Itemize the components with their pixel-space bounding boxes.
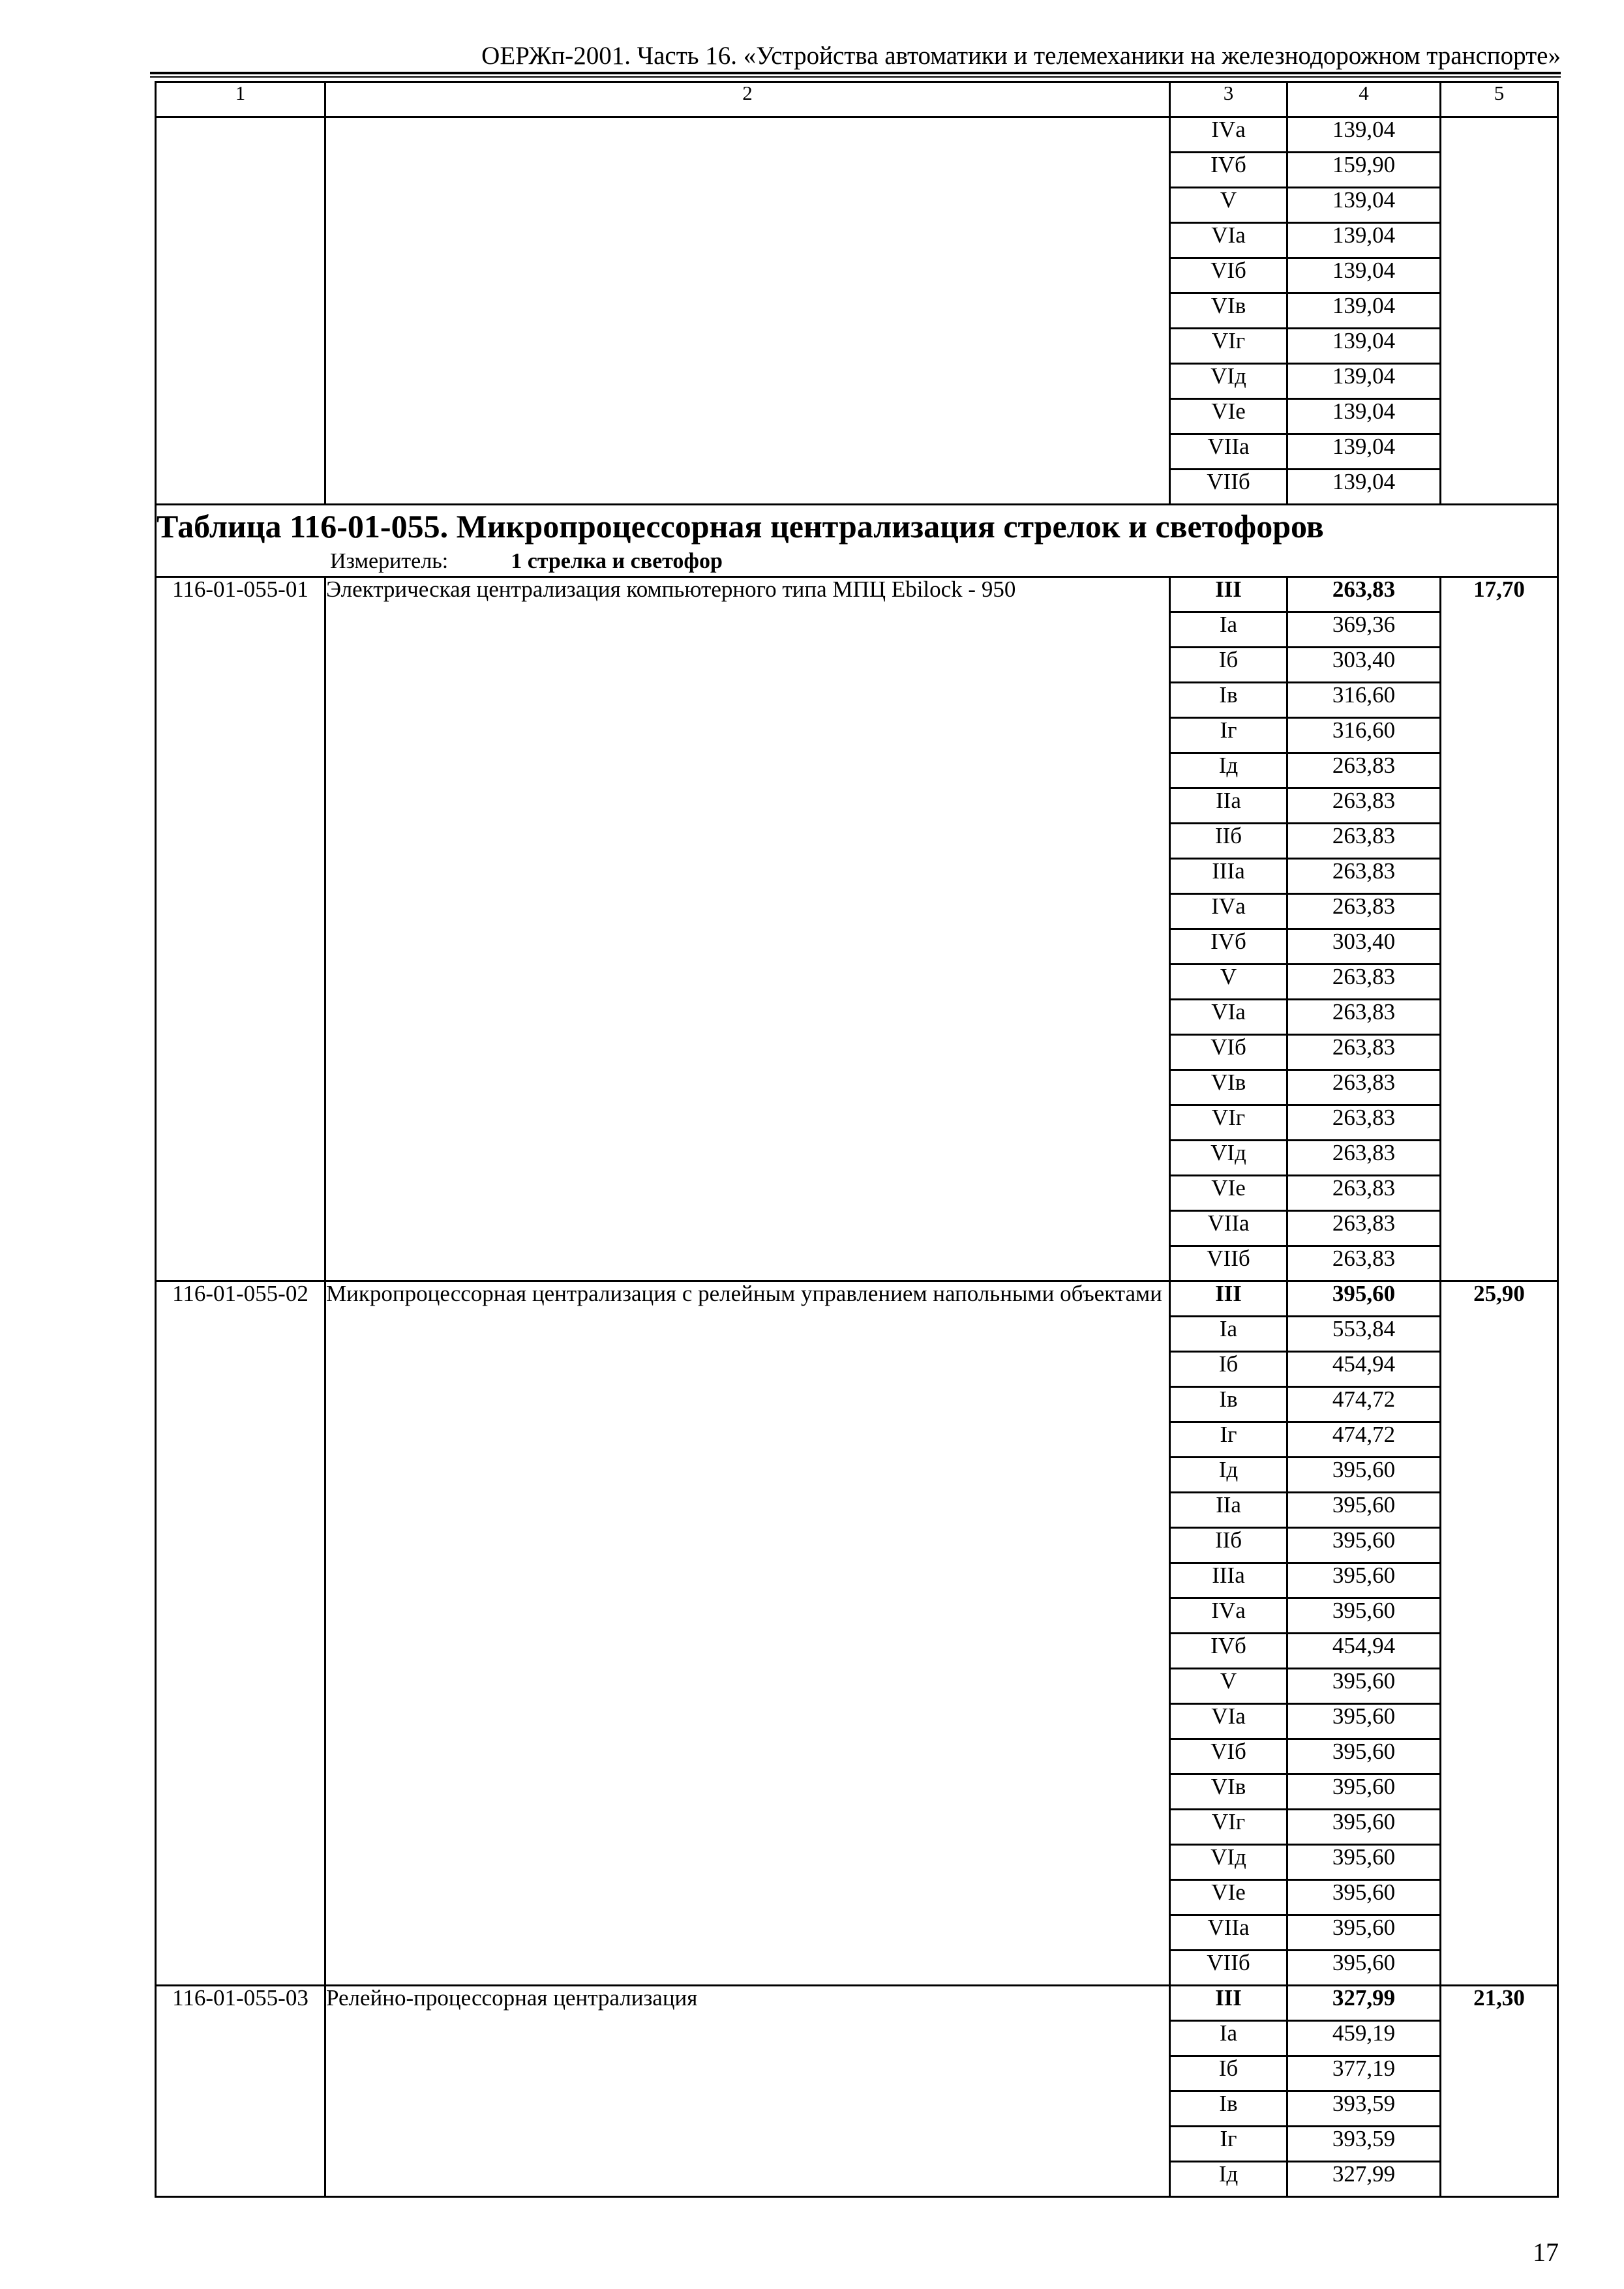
value-cell: 393,59 [1287, 2127, 1441, 2162]
table-row [156, 1986, 1558, 2021]
table-row [156, 577, 1558, 612]
territory-class-cell: IIб [1170, 824, 1287, 859]
value-cell: 395,60 [1287, 1563, 1441, 1598]
value-cell: 395,60 [1287, 1669, 1441, 1704]
value-cell: 139,04 [1287, 258, 1441, 293]
territory-class-cell: Iа [1170, 2021, 1287, 2056]
territory-class-cell: IIб [1170, 1528, 1287, 1563]
territory-class-cell: VIб [1170, 1035, 1287, 1070]
value-cell: 303,40 [1287, 929, 1441, 965]
value-cell: 263,83 [1287, 965, 1441, 1000]
meter-value: 1 стрелка и светофор [511, 549, 723, 573]
norms-table-body [156, 82, 1558, 2197]
column-number: 1 [156, 82, 325, 117]
value-cell: 263,83 [1287, 1211, 1441, 1246]
value-cell: 454,94 [1287, 1352, 1441, 1387]
value-cell: 369,36 [1287, 612, 1441, 648]
value-cell: 395,60 [1287, 1739, 1441, 1774]
value-cell: 263,83 [1287, 753, 1441, 788]
territory-class-cell: IVа [1170, 1598, 1287, 1634]
meter-label: Измеритель: [330, 549, 449, 573]
value-cell: 263,83 [1287, 1246, 1441, 1281]
territory-class-cell: V [1170, 1669, 1287, 1704]
territory-class-cell: IVб [1170, 153, 1287, 188]
territory-class-cell: VIа [1170, 1000, 1287, 1035]
rate-cell: 17,70 [1441, 577, 1558, 1281]
territory-class-cell: Iд [1170, 753, 1287, 788]
value-cell: 263,83 [1287, 1035, 1441, 1070]
territory-class-cell: VIг [1170, 1105, 1287, 1141]
territory-class-cell: VIб [1170, 1739, 1287, 1774]
territory-class-cell: VIIб [1170, 470, 1287, 505]
value-cell: 395,60 [1287, 1528, 1441, 1563]
column-number: 4 [1287, 82, 1441, 117]
territory-class-cell: VIв [1170, 1774, 1287, 1810]
territory-class-cell: VIг [1170, 329, 1287, 364]
territory-class-cell: VIIб [1170, 1951, 1287, 1986]
value-cell: 263,83 [1287, 577, 1441, 612]
territory-class-cell: III [1170, 1281, 1287, 1317]
value-cell: 263,83 [1287, 1105, 1441, 1141]
territory-class-cell: VIа [1170, 223, 1287, 258]
code-cell: 116-01-055-01 [156, 577, 325, 1281]
value-cell: 139,04 [1287, 470, 1441, 505]
value-cell: 395,60 [1287, 1281, 1441, 1317]
territory-class-cell: VIд [1170, 1845, 1287, 1880]
value-cell: 395,60 [1287, 1915, 1441, 1951]
territory-class-cell: Iб [1170, 648, 1287, 683]
territory-class-cell: IIIа [1170, 1563, 1287, 1598]
value-cell: 393,59 [1287, 2091, 1441, 2127]
territory-class-cell: Iд [1170, 2162, 1287, 2197]
value-cell: 395,60 [1287, 1845, 1441, 1880]
value-cell: 263,83 [1287, 824, 1441, 859]
value-cell: 139,04 [1287, 223, 1441, 258]
code-cell: 116-01-055-03 [156, 1986, 325, 2197]
value-cell: 316,60 [1287, 718, 1441, 753]
value-cell: 395,60 [1287, 1880, 1441, 1915]
territory-class-cell: VIб [1170, 258, 1287, 293]
territory-class-cell: Iг [1170, 718, 1287, 753]
territory-class-cell: Iв [1170, 1387, 1287, 1422]
territory-class-cell: Iг [1170, 1422, 1287, 1458]
table-title: Таблица 116-01-055. Микропроцессорная централизация стрелок и светофоров [157, 508, 1324, 545]
territory-class-cell: VIв [1170, 1070, 1287, 1105]
column-number: 3 [1170, 82, 1287, 117]
territory-class-cell: VIа [1170, 1704, 1287, 1739]
territory-class-cell: IIа [1170, 1493, 1287, 1528]
value-cell: 395,60 [1287, 1493, 1441, 1528]
territory-class-cell: IIIа [1170, 859, 1287, 894]
code-cell: 116-01-055-02 [156, 1281, 325, 1986]
territory-class-cell: IVб [1170, 929, 1287, 965]
page-number: 17 [1533, 2237, 1559, 2267]
territory-class-cell: VIе [1170, 399, 1287, 434]
value-cell: 139,04 [1287, 188, 1441, 223]
value-cell: 395,60 [1287, 1598, 1441, 1634]
territory-class-cell: VIIа [1170, 434, 1287, 470]
value-cell: 263,83 [1287, 1070, 1441, 1105]
territory-class-cell: VIг [1170, 1810, 1287, 1845]
territory-class-cell: VIе [1170, 1176, 1287, 1211]
description-cell: Микропроцессорная централизация с релейным управлением напольными объектами [325, 1281, 1170, 1986]
territory-class-cell: III [1170, 1986, 1287, 2021]
value-cell: 395,60 [1287, 1951, 1441, 1986]
value-cell: 327,99 [1287, 2162, 1441, 2197]
territory-class-cell: IVб [1170, 1634, 1287, 1669]
value-cell: 263,83 [1287, 1141, 1441, 1176]
value-cell: 139,04 [1287, 434, 1441, 470]
value-cell: 459,19 [1287, 2021, 1441, 2056]
territory-class-cell: VIд [1170, 1141, 1287, 1176]
rate-cell: 21,30 [1441, 1986, 1558, 2197]
territory-class-cell: Iд [1170, 1458, 1287, 1493]
value-cell: 395,60 [1287, 1774, 1441, 1810]
table-row [156, 1281, 1558, 1317]
territory-class-cell: III [1170, 577, 1287, 612]
territory-class-cell: VIд [1170, 364, 1287, 399]
value-cell: 327,99 [1287, 1986, 1441, 2021]
territory-class-cell: V [1170, 188, 1287, 223]
territory-class-cell: Iа [1170, 612, 1287, 648]
territory-class-cell: Iб [1170, 2056, 1287, 2091]
value-cell: 377,19 [1287, 2056, 1441, 2091]
column-number: 2 [325, 82, 1170, 117]
value-cell: 263,83 [1287, 788, 1441, 824]
code-cell [156, 117, 325, 505]
territory-class-cell: VIIб [1170, 1246, 1287, 1281]
norms-table [155, 81, 1559, 2198]
value-cell: 553,84 [1287, 1317, 1441, 1352]
description-cell: Релейно-процессорная централизация [325, 1986, 1170, 2197]
value-cell: 474,72 [1287, 1387, 1441, 1422]
territory-class-cell: IIа [1170, 788, 1287, 824]
description-cell [325, 117, 1170, 505]
meter-line [157, 547, 1557, 576]
section-title-cell [156, 505, 1558, 577]
territory-class-cell: Iб [1170, 1352, 1287, 1387]
value-cell: 474,72 [1287, 1422, 1441, 1458]
value-cell: 139,04 [1287, 399, 1441, 434]
description-cell: Электрическая централизация компьютерного типа МПЦ Ebilock - 950 [325, 577, 1170, 1281]
value-cell: 395,60 [1287, 1458, 1441, 1493]
territory-class-cell: V [1170, 965, 1287, 1000]
territory-class-cell: VIе [1170, 1880, 1287, 1915]
territory-class-cell: Iа [1170, 1317, 1287, 1352]
value-cell: 263,83 [1287, 859, 1441, 894]
value-cell: 303,40 [1287, 648, 1441, 683]
territory-class-cell: Iг [1170, 2127, 1287, 2162]
territory-class-cell: IVа [1170, 894, 1287, 929]
header-rule [150, 72, 1561, 74]
value-cell: 139,04 [1287, 329, 1441, 364]
running-header: ОЕРЖп-2001. Часть 16. «Устройства автоматики и телемеханики на железнодорожном транспорте» [481, 42, 1561, 70]
value-cell: 263,83 [1287, 894, 1441, 929]
column-number: 5 [1441, 82, 1558, 117]
section-title-row [156, 505, 1558, 577]
value-cell: 263,83 [1287, 1176, 1441, 1211]
column-number-row [156, 82, 1558, 117]
value-cell: 139,04 [1287, 364, 1441, 399]
territory-class-cell: Iв [1170, 2091, 1287, 2127]
rate-cell: 25,90 [1441, 1281, 1558, 1986]
value-cell: 263,83 [1287, 1000, 1441, 1035]
territory-class-cell: Iв [1170, 683, 1287, 718]
value-cell: 159,90 [1287, 153, 1441, 188]
territory-class-cell: IVа [1170, 117, 1287, 153]
territory-class-cell: VIIа [1170, 1211, 1287, 1246]
rate-cell [1441, 117, 1558, 505]
value-cell: 139,04 [1287, 293, 1441, 329]
territory-class-cell: VIв [1170, 293, 1287, 329]
value-cell: 395,60 [1287, 1704, 1441, 1739]
territory-class-cell: VIIа [1170, 1915, 1287, 1951]
table-row [156, 117, 1558, 153]
value-cell: 454,94 [1287, 1634, 1441, 1669]
value-cell: 139,04 [1287, 117, 1441, 153]
value-cell: 395,60 [1287, 1810, 1441, 1845]
value-cell: 316,60 [1287, 683, 1441, 718]
header-rule-thin [150, 76, 1561, 78]
